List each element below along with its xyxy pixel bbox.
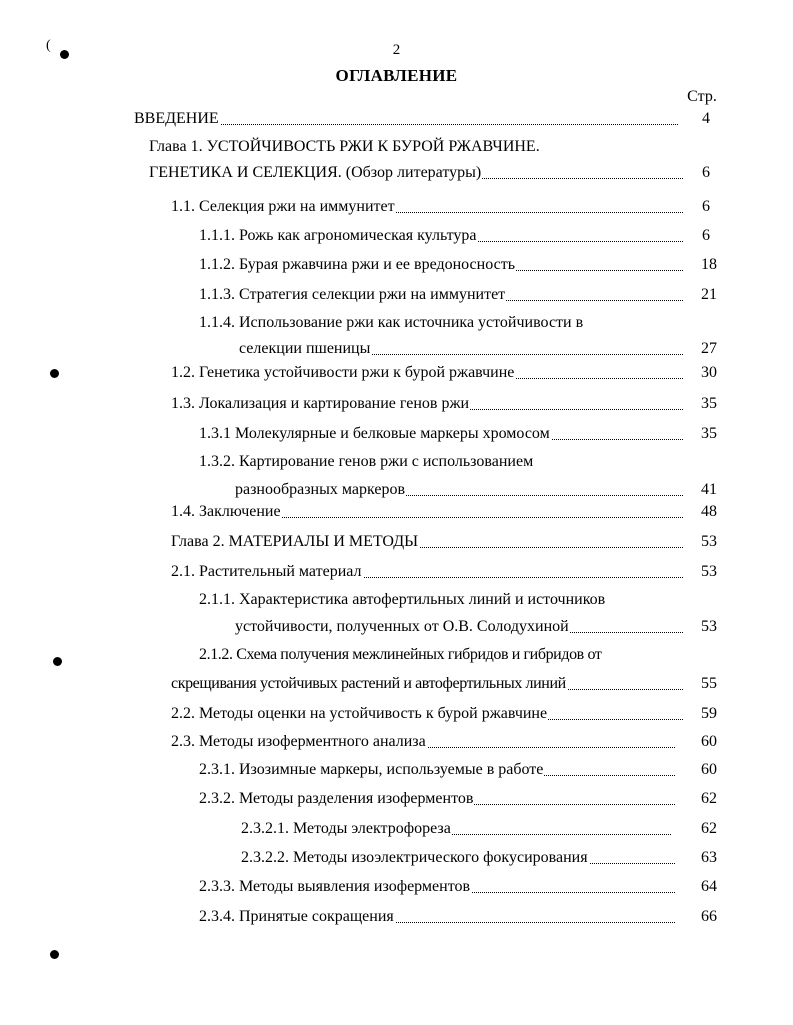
toc-entry-1-1: 1.1. Селекция ржи на иммунитет	[171, 196, 683, 218]
toc-page-number: 41	[701, 481, 717, 498]
toc-entry-2-3-2-1: 2.3.2.1. Методы электрофореза	[241, 818, 671, 840]
toc-page-number: 27	[701, 340, 717, 357]
toc-page-number: 55	[701, 675, 717, 692]
toc-page-number: 60	[701, 733, 717, 750]
toc-page-number: 48	[701, 503, 717, 520]
binder-hole-dot	[50, 369, 59, 378]
toc-page-number: 6	[702, 227, 710, 244]
toc-page-number: 62	[701, 820, 717, 837]
toc-entry-1-1-1: 1.1.1. Рожь как агрономическая культура	[199, 225, 683, 247]
toc-entry-1-1-2: 1.1.2. Бурая ржавчина ржи и ее вредоносность	[199, 254, 683, 276]
page-number: 2	[392, 42, 401, 58]
binder-hole-dot	[50, 950, 59, 959]
toc-entry-2-3-3: 2.3.3. Методы выявления изоферментов	[199, 876, 675, 898]
toc-entry-chapter-1: Глава 1. УСТОЙЧИВОСТЬ РЖИ К БУРОЙ РЖАВЧИНЕ.	[149, 138, 540, 155]
toc-page-number: 6	[702, 164, 710, 181]
toc-entry-chapter-2: Глава 2. МАТЕРИАЛЫ И МЕТОДЫ	[171, 531, 683, 553]
toc-entry-1-3-2-cont: разнообразных маркеров	[235, 479, 683, 501]
toc-entry-2-3-4: 2.3.4. Принятые сокращения	[199, 906, 675, 928]
toc-page-number: 59	[701, 705, 717, 722]
toc-entry-chapter-1-cont: ГЕНЕТИКА И СЕЛЕКЦИЯ. (Обзор литературы)	[149, 162, 683, 184]
toc-entry-1-1-4-cont: селекции пшеницы	[239, 338, 683, 360]
page-column-label: Стр.	[687, 88, 717, 105]
scan-mark: (	[46, 38, 51, 53]
toc-entry-1-3-2: 1.3.2. Картирование генов ржи с использованием	[199, 453, 534, 470]
toc-entry-1-1-4: 1.1.4. Использование ржи как источника устойчивости в	[199, 314, 584, 331]
toc-entry-2-1-2-cont: скрещивания устойчивых растений и автофертильных линий	[171, 673, 683, 695]
toc-entry-introduction: ВВЕДЕНИЕ	[134, 108, 678, 130]
toc-entry-2-1: 2.1. Растительный материал	[171, 561, 683, 583]
toc-page-number: 21	[701, 286, 717, 303]
toc-page-number: 35	[701, 395, 717, 412]
toc-entry-2-3-2: 2.3.2. Методы разделения изоферментов	[199, 788, 675, 810]
toc-entry-2-1-1-cont: устойчивости, полученных от О.В. Солодухиной	[235, 616, 683, 638]
toc-entry-2-3-2-2: 2.3.2.2. Методы изоэлектрического фокусирования	[241, 847, 675, 869]
toc-page-number: 18	[701, 256, 717, 273]
toc-entry-2-3: 2.3. Методы изоферментного анализа	[171, 731, 675, 753]
toc-page-number: 62	[701, 790, 717, 807]
toc-entry-1-2: 1.2. Генетика устойчивости ржи к бурой ржавчине	[171, 362, 683, 384]
toc-entry-1-3: 1.3. Локализация и картирование генов ржи	[171, 393, 683, 415]
toc-entry-1-3-1: 1.3.1 Молекулярные и белковые маркеры хромосом	[199, 423, 683, 445]
toc-page-number: 66	[701, 908, 717, 925]
toc-page-number: 53	[701, 563, 717, 580]
toc-entry-2-3-1: 2.3.1. Изозимные маркеры, используемые в работе	[199, 759, 675, 781]
toc-page-number: 4	[702, 110, 710, 127]
toc-entry-2-1-1: 2.1.1. Характеристика автофертильных линий и источников	[199, 591, 606, 608]
page-title: ОГЛАВЛЕНИЕ	[335, 66, 458, 85]
toc-page-number: 53	[701, 618, 717, 635]
toc-entry-2-2: 2.2. Методы оценки на устойчивость к бурой ржавчине	[171, 703, 683, 725]
toc-page-number: 30	[701, 364, 717, 381]
toc-entry-1-1-3: 1.1.3. Стратегия селекции ржи на иммунитет	[199, 284, 683, 306]
toc-page-number: 35	[701, 425, 717, 442]
toc-page-number: 53	[701, 533, 717, 550]
toc-entry-1-4: 1.4. Заключение	[171, 501, 683, 523]
toc-page-number: 6	[702, 198, 710, 215]
toc-page-number: 60	[701, 761, 717, 778]
binder-hole-dot	[53, 657, 62, 666]
toc-page-number: 63	[701, 849, 717, 866]
toc-entry-2-1-2: 2.1.2. Схема получения межлинейных гибридов и гибридов от	[199, 646, 602, 663]
binder-hole-dot	[60, 50, 69, 59]
toc-page-number: 64	[701, 878, 717, 895]
